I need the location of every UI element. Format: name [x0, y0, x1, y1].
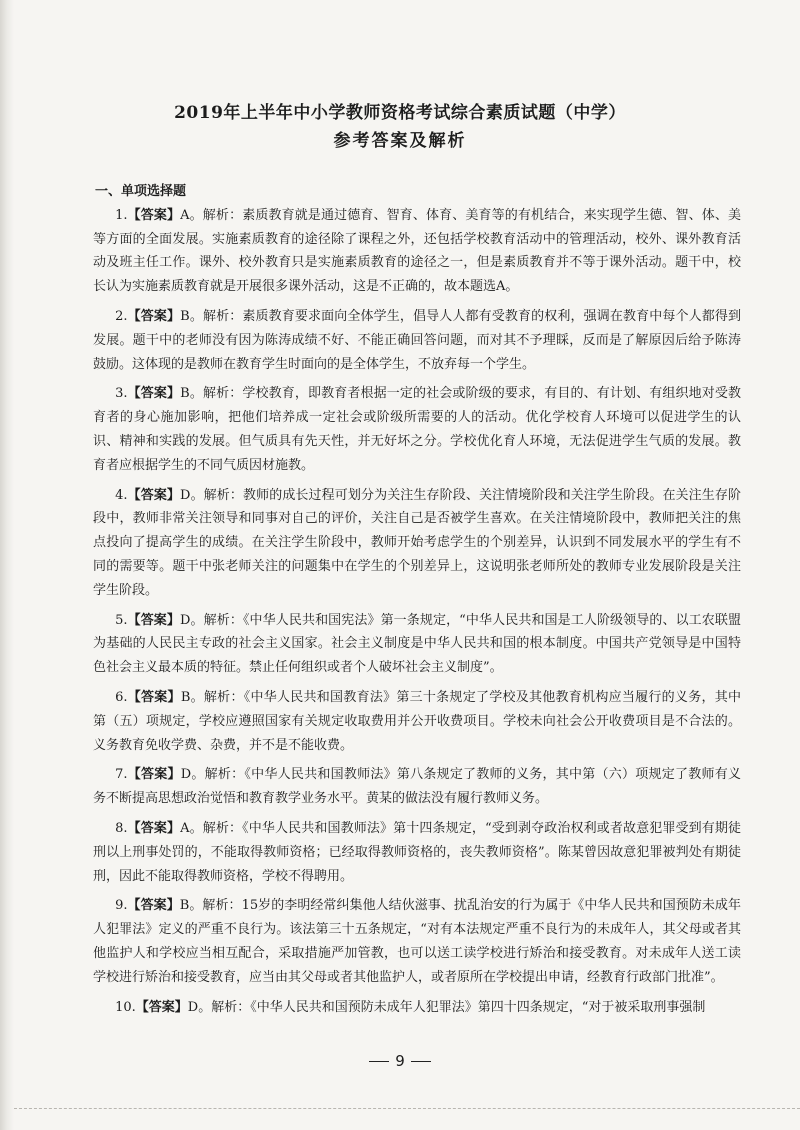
answer-badge: 【答案】	[127, 689, 181, 705]
answer-badge: 【答案】	[127, 487, 181, 503]
answer-badge: 【答案】	[127, 308, 181, 324]
question-number: 3.	[115, 386, 128, 402]
section-heading: 一、单项选择题	[95, 184, 187, 199]
question-number: 6.	[115, 689, 128, 705]
title-block	[0, 100, 800, 154]
answer-badge: 【答案】	[127, 820, 181, 836]
question-number: 7.	[115, 767, 128, 783]
question-number: 4.	[115, 487, 128, 503]
question-number: 9.	[115, 898, 128, 914]
answer-item-3	[93, 382, 741, 477]
bottom-dashed-rule	[14, 1108, 800, 1109]
answer-item-7	[93, 763, 741, 811]
answer-item-2	[93, 305, 741, 376]
answer-badge: 【答案】	[127, 898, 180, 914]
footer-dash-left	[369, 1061, 389, 1062]
answer-text: D。解析：《中华人民共和国预防未成年人犯罪法》第四十四条规定，“对于被采取刑事强制	[187, 999, 706, 1015]
answer-item-10	[93, 996, 741, 1020]
footer-dash-right	[411, 1061, 431, 1062]
answer-text: D。解析：《中华人民共和国教师法》第八条规定了教师的义务，其中第（六）项规定了教师有义务不断提高思想政治觉悟和教育教学业务水平。黄某的做法没有履行教师义务。	[93, 767, 741, 807]
question-number: 1.	[115, 207, 128, 223]
answer-text: D。解析：《中华人民共和国宪法》第一条规定，“中华人民共和国是工人阶级领导的、以工农联盟为基础的人民民主专政的社会主义国家。社会主义制度是中华人民共和国的根本制度。中国共产党领导是中国特色社会主义最本质的特征。禁止任何组织或者个人破坏社会主义制度”。	[93, 612, 741, 676]
document-subtitle: 参考答案及解析	[333, 131, 467, 151]
answer-text: B。解析：15岁的李明经常纠集他人结伙滋事、扰乱治安的行为属于《中华人民共和国预防未成年人犯罪法》定义的严重不良行为。该法第三十五条规定，“对有本法规定严重不良行为的未成年人，其父母或者其他监护人和学校应当相互配合，采取措施严加管教，也可以送工读学校进行矫治和接受教育。对未成年人送工读学校进行矫治和接受教育，应当由其父母或者其他监护人，或者原所在学校提出申请，经教育行政部门批准”。	[93, 898, 741, 985]
answer-item-9	[93, 894, 741, 989]
answer-badge: 【答案】	[127, 207, 181, 223]
answer-text: B。解析：学校教育，即教育者根据一定的社会或阶级的要求，有目的、有计划、有组织地对受教育者的身心施加影响，把他们培养成一定社会或阶级所需要的人的活动。优化学校育人环境可以促进学生的认识、精神和实践的发展。但气质具有先天性，并无好坏之分。学校优化育人环境，无法促进学生气质的发展。教育者应根据学生的不同气质因材施教。	[93, 386, 741, 473]
scan-edge-shadow	[0, 0, 14, 1130]
answer-item-1	[93, 204, 741, 299]
answer-badge: 【答案】	[135, 999, 188, 1015]
answer-item-6	[93, 686, 741, 757]
answer-text: B。解析：《中华人民共和国教育法》第三十条规定了学校及其他教育机构应当履行的义务，其中第（五）项规定，学校应遵照国家有关规定收取费用并公开收费项目。学校未向社会公开收费项目是不合法的。义务教育免收学费、杂费，并不是不能收费。	[93, 689, 741, 753]
answer-badge: 【答案】	[127, 767, 181, 783]
answer-text: A。解析：素质教育就是通过德育、智育、体育、美育等的有机结合，来实现学生德、智、体、美等方面的全面发展。实施素质教育的途径除了课程之外，还包括学校教育活动中的管理活动，校外、课外教育活动及班主任工作。课外、校外教育只是实施素质教育的途径之一，但是素质教育并不等于课外活动。题干中，校长认为实施素质教育就是开展很多课外活动，这是不正确的，故本题选A。	[93, 207, 741, 295]
answer-item-4	[93, 484, 741, 603]
answer-item-8	[93, 817, 741, 888]
answer-text: D。解析：教师的成长过程可划分为关注生存阶段、关注情境阶段和关注学生阶段。在关注生存阶段中，教师非常关注领导和同事对自己的评价，关注自己是否被学生喜欢。在关注情境阶段中，教师把关注的焦点投向了提高学生的成绩。在关注学生阶段中，教师开始考虑学生的个别差异，认识到不同发展水平的学生有不同的需要等。题干中张老师关注的问题集中在学生的个别差异上，这说明张老师所处的教师专业发展阶段是关注学生阶段。	[93, 487, 741, 598]
question-number: 5.	[115, 612, 128, 628]
answer-content	[93, 180, 741, 1025]
question-number: 8.	[115, 820, 128, 836]
document-title: 2019年上半年中小学教师资格考试综合素质试题（中学）	[174, 103, 626, 123]
answer-text: B。解析：素质教育要求面向全体学生，倡导人人都有受教育的权利，强调在教育中每个人都得到发展。题干中的老师没有因为陈涛成绩不好、不能正确回答问题，而对其不予理睬，反而是了解原因后给予陈涛鼓励。这体现的是教师在教育学生时面向的是全体学生，不放弃每一个学生。	[93, 308, 741, 372]
question-number: 2.	[115, 308, 128, 324]
answer-badge: 【答案】	[127, 612, 181, 628]
answer-badge: 【答案】	[127, 386, 181, 402]
answer-item-5	[93, 609, 741, 680]
page-footer	[0, 1052, 800, 1070]
page-number: 9	[395, 1052, 405, 1070]
question-number: 10.	[115, 999, 136, 1015]
answer-text: A。解析：《中华人民共和国教师法》第十四条规定，“受到剥夺政治权利或者故意犯罪受到有期徒刑以上刑事处罚的，不能取得教师资格；已经取得教师资格的，丧失教师资格”。陈某曾因故意犯罪被判处有期徒刑，因此不能取得教师资格，学校不得聘用。	[93, 820, 741, 884]
